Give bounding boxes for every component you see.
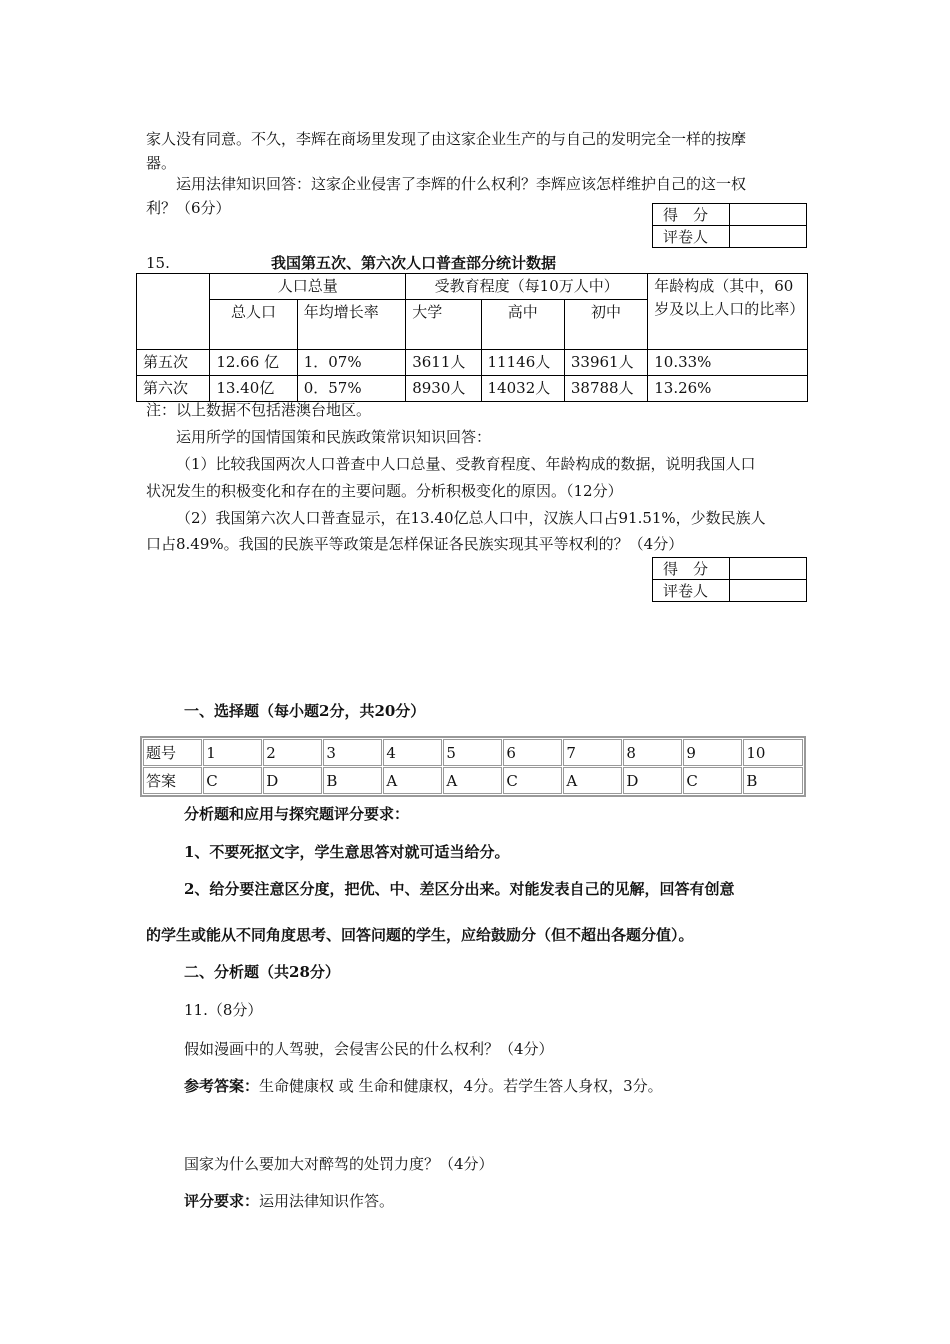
cell-total-pop: 13.40亿: [210, 376, 297, 402]
answer-key-cell: C: [503, 767, 562, 794]
grader-cell[interactable]: [730, 580, 807, 602]
answer-key-cell: B: [323, 767, 382, 794]
subquestion-1: 状况发生的积极变化和存在的主要问题。分析积极变化的原因。（12分）: [146, 482, 623, 500]
row-label: 第六次: [137, 376, 210, 402]
table-corner-cell: [137, 274, 210, 350]
answer-number-cell: 5: [443, 739, 502, 766]
answer-key-cell: D: [623, 767, 682, 794]
answer-key-cell: A: [443, 767, 502, 794]
cell-age: 10.33%: [648, 350, 808, 376]
answer-key-cell: B: [743, 767, 803, 794]
question-text: 假如漫画中的人驾驶，会侵害公民的什么权利？（4分）: [184, 1040, 554, 1058]
cell-growth: 1．07%: [297, 350, 405, 376]
scoring-requirement: [184, 1190, 394, 1212]
row-label: 题号: [143, 739, 202, 766]
row-label: 第五次: [137, 350, 210, 376]
requirements-title: 分析题和应用与探究题评分要求：: [184, 805, 410, 823]
header-education: 受教育程度（每10万人中）: [406, 274, 648, 300]
row-label: 答案: [143, 767, 202, 794]
answer-number-cell: 2: [263, 739, 322, 766]
grader-label: 评卷人: [653, 226, 730, 248]
score-cell[interactable]: [730, 558, 807, 580]
header-high: 高中: [481, 300, 564, 350]
answer-number-cell: 9: [683, 739, 742, 766]
subquestion-1: （1）比较我国两次人口普查中人口总量、受教育程度、年龄构成的数据，说明我国人口: [176, 455, 756, 473]
answer-number-cell: 7: [563, 739, 622, 766]
header-univ: 大学: [406, 300, 481, 350]
score-label: 得 分: [653, 558, 730, 580]
question-number: 11.（8分）: [184, 1001, 263, 1019]
score-box: [652, 557, 807, 602]
score-label: 得 分: [653, 204, 730, 226]
header-growth: 年均增长率: [297, 300, 405, 350]
cell-total-pop: 12.66 亿: [210, 350, 297, 376]
census-table: [136, 273, 808, 402]
cell-univ: 3611人: [406, 350, 481, 376]
requirement-2: 2、给分要注意区分度，把优、中、差区分出来。对能发表自己的见解，回答有创意: [184, 880, 735, 898]
question-intro: 运用所学的国情国策和民族政策常识知识回答：: [176, 428, 492, 446]
answer-key-cell: A: [563, 767, 622, 794]
reference-label: 参考答案：: [184, 1077, 260, 1095]
score-cell[interactable]: [730, 204, 807, 226]
cell-junior: 38788人: [564, 376, 647, 402]
answer-number-cell: 8: [623, 739, 682, 766]
question-text: 国家为什么要加大对醉驾的处罚力度？（4分）: [184, 1155, 494, 1173]
answer-key-cell: D: [263, 767, 322, 794]
answer-key-cell: C: [203, 767, 262, 794]
question-text: 利？（6分）: [146, 199, 231, 217]
header-junior: 初中: [564, 300, 647, 350]
paragraph-line: 器。: [146, 154, 177, 172]
table-row: [137, 350, 808, 376]
cell-high: 14032人: [481, 376, 564, 402]
answer-number-cell: 3: [323, 739, 382, 766]
cell-univ: 8930人: [406, 376, 481, 402]
answer-key-cell: A: [383, 767, 442, 794]
header-age: 年龄构成（其中，60岁及以上人口的比率）: [648, 274, 808, 350]
answer-number-cell: 4: [383, 739, 442, 766]
grader-label: 评卷人: [653, 580, 730, 602]
cell-high: 11146人: [481, 350, 564, 376]
grader-cell[interactable]: [730, 226, 807, 248]
requirement-1: 1、不要死抠文字，学生意思答对就可适当给分。: [184, 843, 510, 861]
section-heading: 二、分析题（共28分）: [184, 963, 340, 981]
answer-number-cell: 6: [503, 739, 562, 766]
cell-age: 13.26%: [648, 376, 808, 402]
requirement-2: 的学生或能从不同角度思考、回答问题的学生，应给鼓励分（但不超出各题分值）。: [146, 926, 694, 944]
subquestion-2: （2）我国第六次人口普查显示，在13.40亿总人口中，汉族人口占91.51%，少数民族人: [176, 509, 766, 527]
answer-number-cell: 1: [203, 739, 262, 766]
scoring-label: 评分要求：: [184, 1192, 260, 1210]
scoring-text: 运用法律知识作答。: [259, 1192, 395, 1210]
table-note: 注：以上数据不包括港澳台地区。: [146, 401, 372, 419]
reference-answer: [184, 1075, 663, 1097]
table-title: 我国第五次、第六次人口普查部分统计数据: [271, 254, 557, 272]
question-text: 运用法律知识回答：这家企业侵害了李辉的什么权利？李辉应该怎样维护自己的这一权: [176, 175, 747, 193]
answer-key-table: [140, 736, 806, 797]
header-total: 人口总量: [210, 274, 406, 300]
cell-junior: 33961人: [564, 350, 647, 376]
paragraph-line: 家人没有同意。不久，李辉在商场里发现了由这家企业生产的与自己的发明完全一样的按摩: [146, 130, 747, 148]
subquestion-2: 口占8.49%。我国的民族平等政策是怎样保证各民族实现其平等权利的？（4分）: [146, 535, 684, 553]
score-box: [652, 203, 807, 248]
section-heading: 一、选择题（每小题2分，共20分）: [184, 702, 426, 720]
answer-key-cell: C: [683, 767, 742, 794]
header-total-pop: 总人口: [210, 300, 297, 350]
question-number: 15.: [146, 254, 170, 272]
reference-text: 生命健康权 或 生命和健康权，4分。若学生答人身权，3分。: [259, 1077, 663, 1095]
answer-number-cell: 10: [743, 739, 803, 766]
cell-growth: 0．57%: [297, 376, 405, 402]
